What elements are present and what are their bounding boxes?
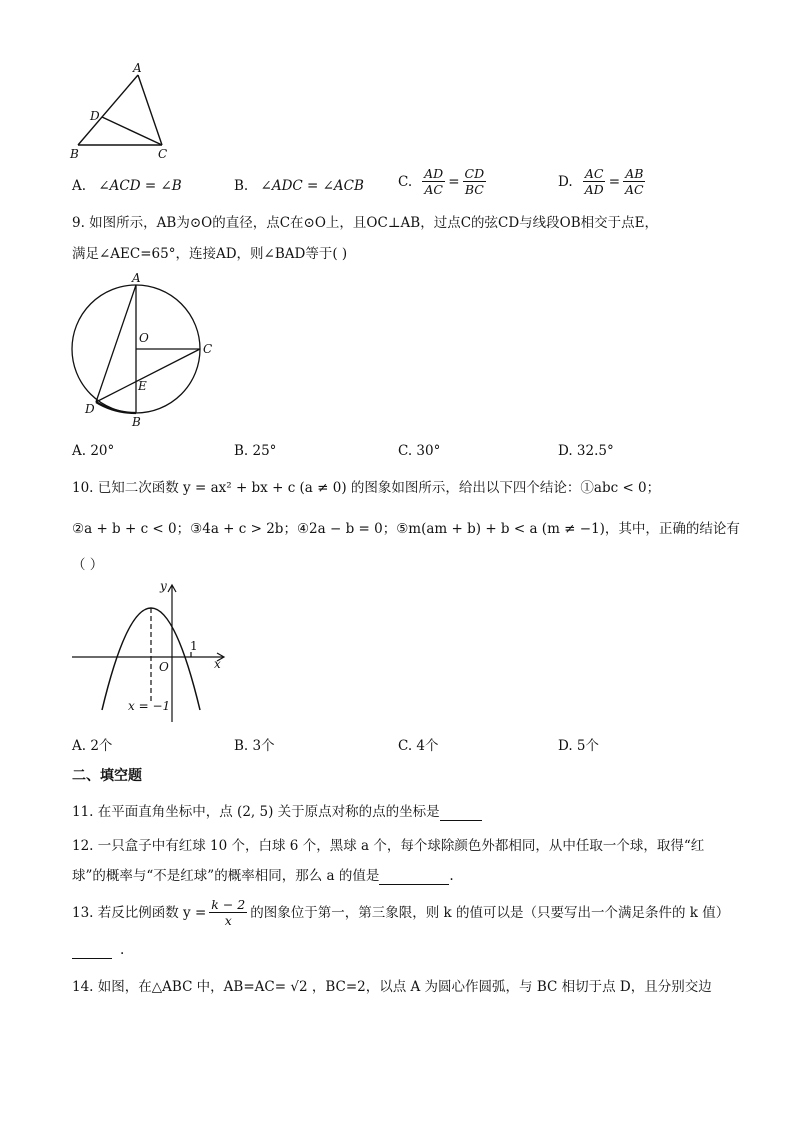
answer-blank[interactable] [379,870,449,885]
fraction-ac-ad [583,166,606,197]
fraction-numerator: AD [424,166,444,181]
label-C: C [158,147,168,161]
origin-label: O [159,660,169,674]
period: . [449,868,454,884]
option-expression: ∠ADC = ∠ACB [260,178,364,194]
fraction-denominator: BC [464,182,484,197]
option-letter: D. [558,173,573,190]
fraction-numerator: AB [625,166,644,181]
answer-blank[interactable] [440,806,482,821]
equals-sign: = [448,173,460,190]
q13-prefix: 13. 若反比例函数 y = [72,904,207,921]
q9-option-d: D. 32.5° [558,443,614,459]
q12-stem-line2 [72,867,454,885]
option-letter: A. [72,178,87,194]
fraction-denominator: AC [424,182,443,197]
label-D: D [85,402,95,416]
option-letter: C. [398,173,413,190]
q9-circle-figure [66,268,226,433]
q11-text: 11. 在平面直角坐标中，点 (2, 5) 关于原点对称的点的坐标是 [72,804,440,820]
label-C: C [203,342,213,356]
q8-option-b [234,178,364,194]
q12-stem-line1: 12. 一只盒子中有红球 10 个，白球 6 个，黑球 a 个，每个球除颜色外都相同，从中任取一个球，取得“红 [72,838,705,854]
q10-option-d: D. 5个 [558,738,600,754]
label-E: E [138,379,147,393]
fraction-denominator: AC [625,182,644,197]
q9-option-c: C. 30° [398,443,441,459]
x-axis-label: x [214,657,221,671]
q11-stem [72,803,482,821]
label-B: B [70,147,79,161]
q13-answer-line [72,941,124,959]
fraction-denominator: AD [584,182,604,197]
fraction-numerator: k − 2 [211,897,246,912]
q8-option-c [398,166,486,197]
q10-option-a: A. 2个 [72,738,113,754]
q14-stem: 14. 如图，在△ABC 中，AB=AC= √2 ，BC=2，以点 A 为圆心作圆弧，与 BC 相切于点 D，且分别交边 [72,979,712,995]
q10-stem-line1: 10. 已知二次函数 y = ax² + bx + c (a ≠ 0) 的图象如图所示，给出以下四个结论：①abc < 0； [72,480,661,496]
q10-stem-line2: ②a + b + c < 0；③4a + c > 2b；④2a − b = 0；⑤m(am + b) + b < a (m ≠ −1)，其中，正确的结论有 [72,521,740,537]
fraction-ab-ac [623,166,646,197]
label-A: A [132,271,141,285]
period: . [120,942,125,958]
label-B: B [132,415,141,429]
q8-option-a [72,178,182,194]
symmetry-axis-label: x = −1 [128,699,171,713]
q12-text: 球”的概率与“不是红球”的概率相同，那么 a 的值是 [72,868,380,884]
q10-parabola-graph [66,576,236,728]
q8-option-d [558,166,646,197]
option-letter: B. [234,178,249,194]
fraction-numerator: CD [464,166,485,181]
q8-triangle-figure [66,60,186,165]
fraction-cd-bc [463,166,487,197]
tick-label-one: 1 [190,639,198,653]
answer-blank[interactable] [72,944,112,959]
q10-option-b: B. 3个 [234,738,275,754]
q9-option-a: A. 20° [72,443,115,459]
q9-stem-line1: 9. 如图所示，AB为⊙O的直径，点C在⊙O上，且OC⊥AB，过点C的弦CD与线段OB相交于点E， [72,215,659,231]
y-axis-label: y [160,579,167,593]
q9-option-b: B. 25° [234,443,277,459]
label-O: O [139,331,149,345]
label-D: D [90,109,100,123]
option-expression: ∠ACD = ∠B [98,178,182,194]
q13-stem [72,897,729,928]
label-A: A [133,61,142,75]
q9-stem-line2: 满足∠AEC=65°，连接AD，则∠BAD等于( ) [72,246,348,262]
q10-option-c: C. 4个 [398,738,439,754]
fraction-denominator: x [224,913,232,928]
equals-sign: = [608,173,621,190]
fraction-k-minus-2-over-x [209,897,247,928]
q10-stem-line3: （ ） [72,557,104,573]
fraction-ad-ac [422,166,445,197]
section-title: 二、填空题 [72,768,142,784]
q13-suffix: 的图象位于第一，第三象限，则 k 的值可以是（只要写出一个满足条件的 k 值） [250,904,730,921]
fraction-numerator: AC [584,166,604,181]
